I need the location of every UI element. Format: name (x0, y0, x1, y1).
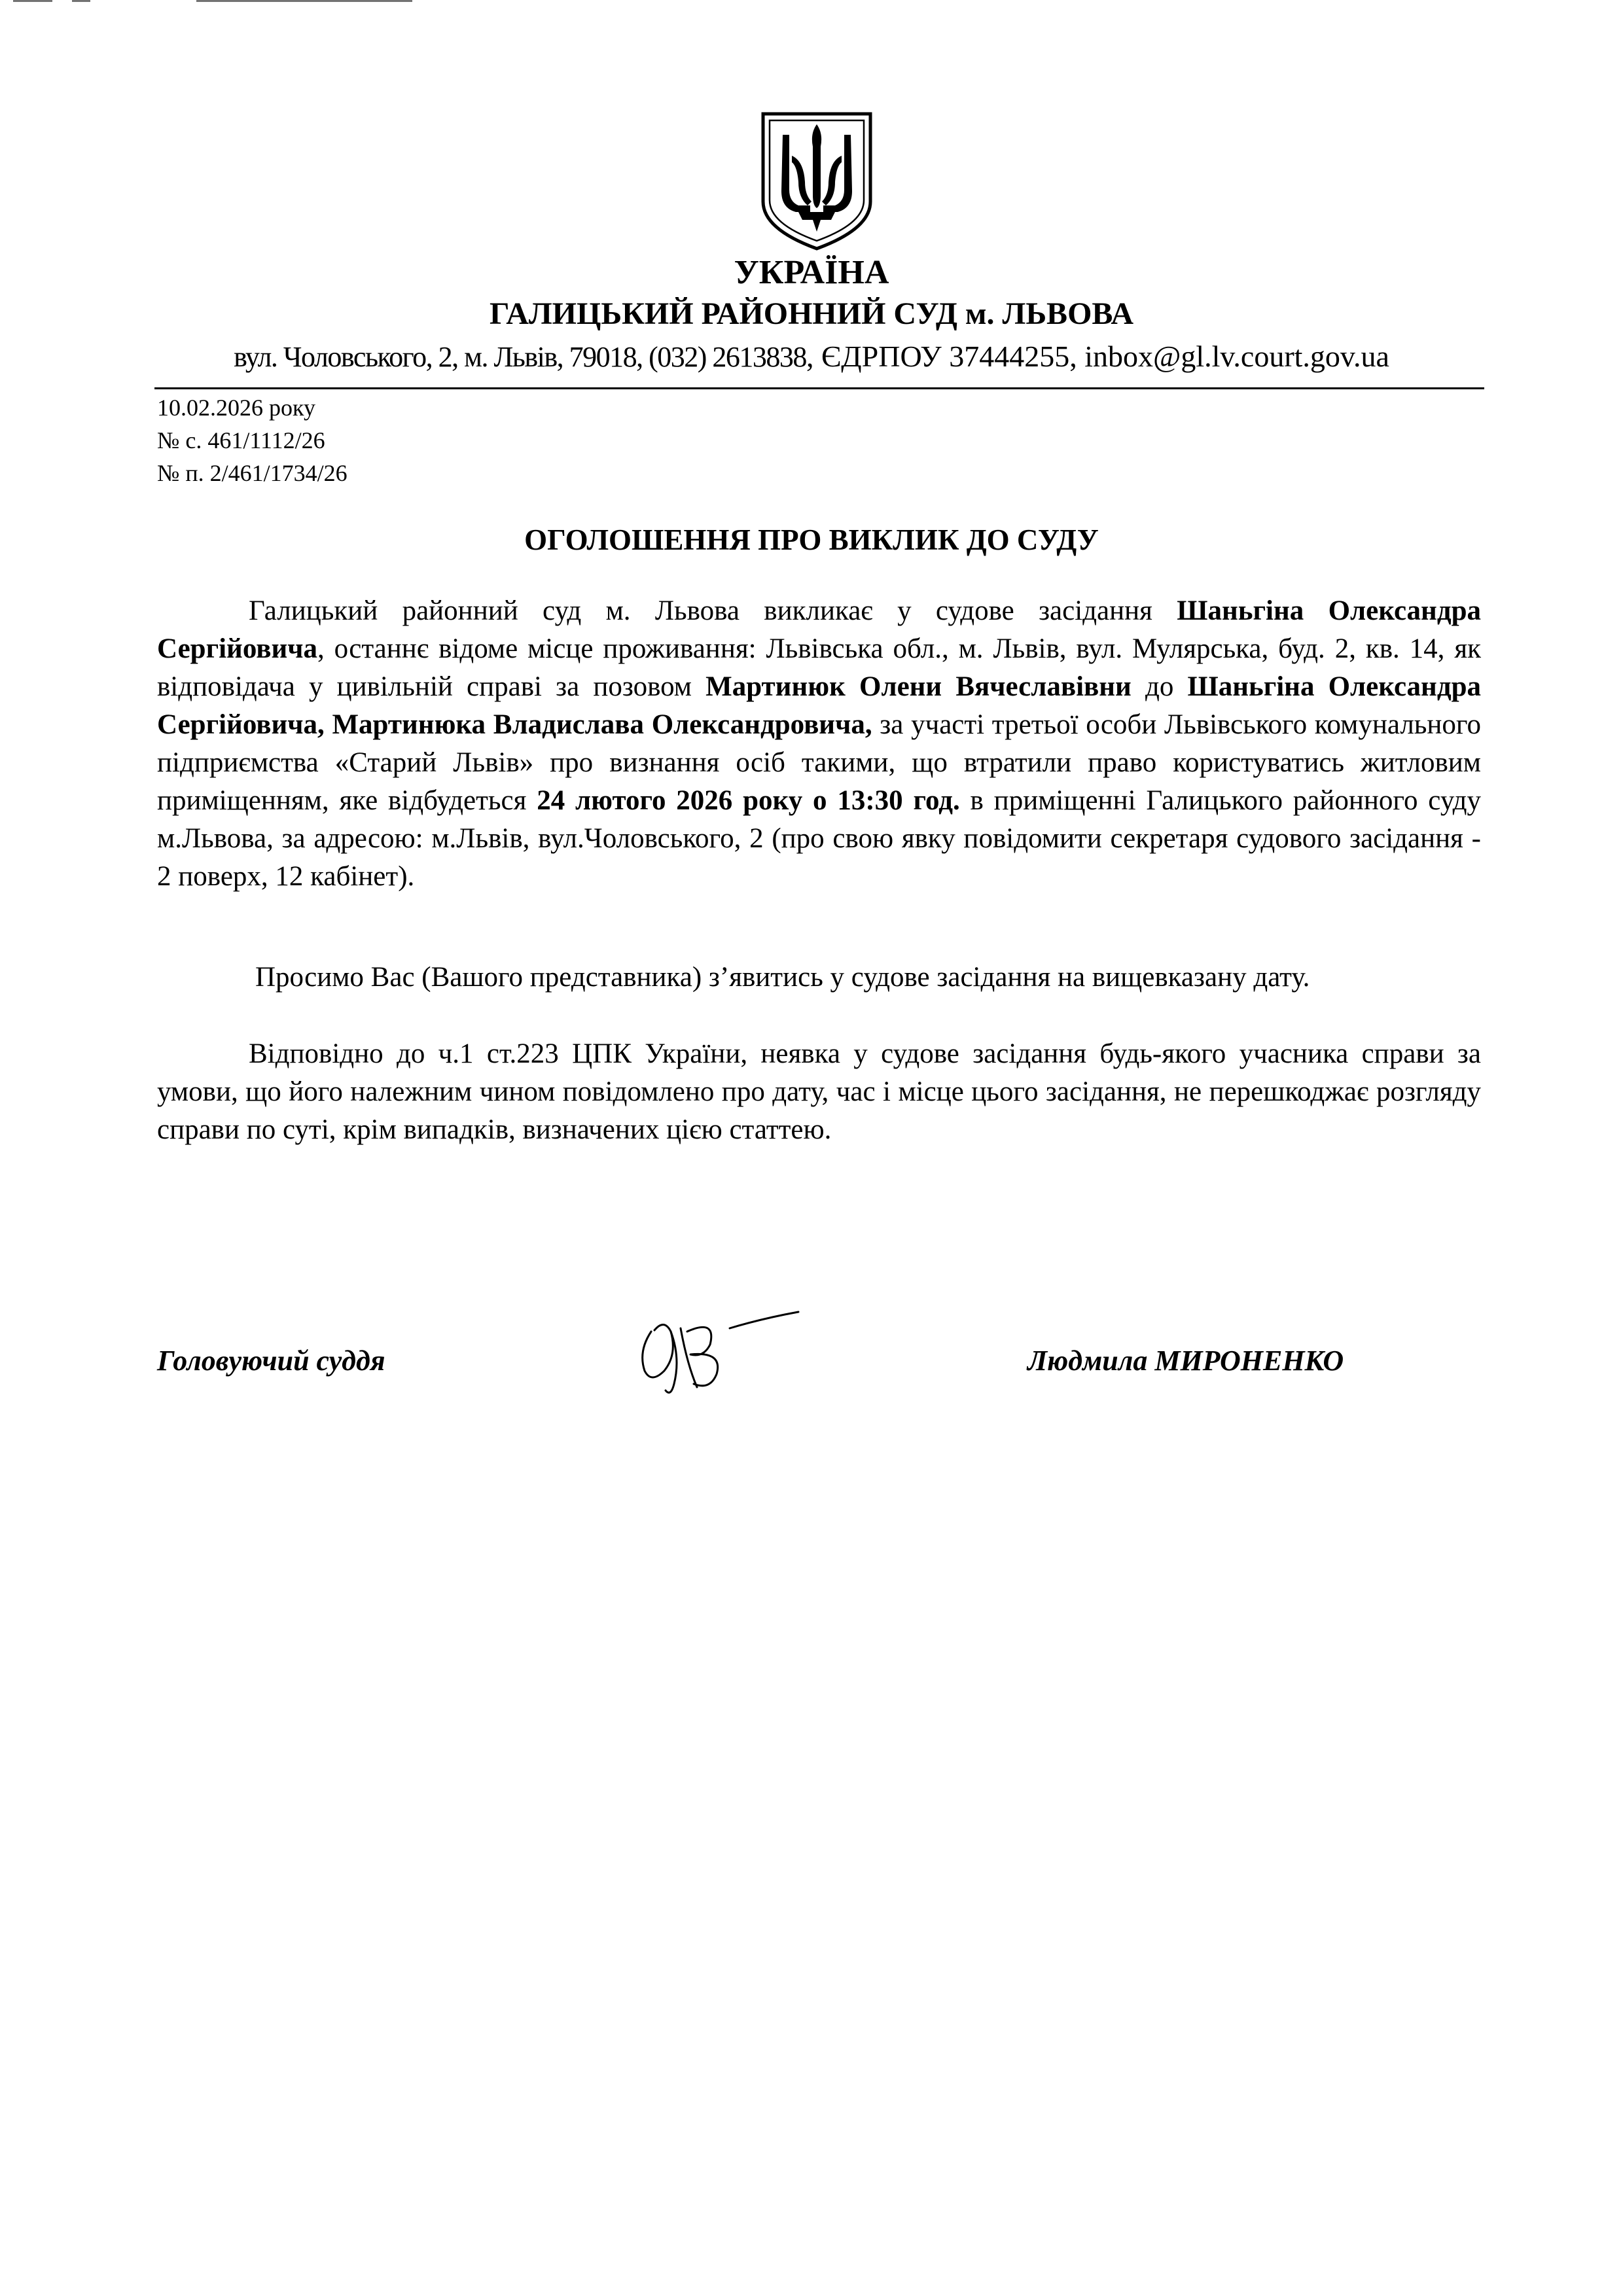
case-number: № с. 461/1112/26 (157, 427, 325, 453)
body-text: до (1131, 671, 1188, 702)
court-edrpou: ЄДРПОУ 37444255 (821, 340, 1070, 373)
separator: , (806, 340, 821, 373)
document-date: 10.02.2026 року (157, 395, 315, 421)
document-meta (157, 391, 348, 489)
plaintiff-name: Мартинюк Олени Вячеславівни (705, 671, 1132, 702)
hearing-datetime: 24 лютого 2026 року о 13:30 год. (537, 785, 960, 816)
document-title: ОГОЛОШЕННЯ ПРО ВИКЛИК ДО СУДУ (524, 523, 1099, 556)
country-name: УКРАЇНА (734, 254, 889, 291)
coat-of-arms-icon (758, 110, 876, 251)
body-text: Галицький районний суд м. Львова викликає у судове засідання (249, 595, 1177, 626)
header-divider (154, 387, 1484, 389)
judge-name: Людмила МИРОНЕНКО (1027, 1345, 1344, 1377)
court-email: inbox@gl.lv.court.gov.ua (1084, 340, 1389, 373)
summons-paragraph (157, 592, 1481, 896)
separator: , (1069, 340, 1085, 373)
court-name: ГАЛИЦЬКИЙ РАЙОННИЙ СУД м. ЛЬВОВА (489, 296, 1134, 331)
defendants-names: Шаньгіна Олександра Сергійовича, Мартинюка Владислава Олександровича, (157, 671, 1482, 740)
request-paragraph: Просимо Вас (Вашого представника) з’явитись у судове засідання на вищевказану дату. (255, 962, 1310, 993)
scan-artifact-line (196, 0, 412, 2)
scan-artifact-line (13, 0, 52, 2)
body-text: за участі третьої особи Львівського комунального підприємства «Старий Львів» про визнання осіб такими, що втратили право користуватись житловим приміщенням, яке відбудеться (157, 709, 1481, 816)
judge-role: Головуючий суддя (157, 1345, 385, 1377)
scan-artifact-line (72, 0, 90, 2)
court-contact-line (157, 337, 1466, 377)
handwritten-signature (625, 1292, 847, 1404)
defendant-name: Шаньгіна Олександра Сергійовича (157, 595, 1481, 664)
body-text: , останнє відоме місце проживання: Львівська обл., м. Львів, вул. Мулярська, буд. 2, кв. 14, як відповідача у цивільній справі за позовом (157, 633, 1481, 702)
legal-notice-paragraph: Відповідно до ч.1 ст.223 ЦПК України, неявка у судове засідання будь-якого учасника справи за умови, що його належним чином повідомлено про дату, час і місце цього засідання, не перешкоджає розгляду справи по суті, крім випадків, визначених цією статтею. (157, 1038, 1481, 1145)
body-text: в приміщенні Галицького районного суду м.Львова, за адресою: м.Львів, вул.Чоловського, 2 (про свою явку повідомити секретаря судового засідання - 2 поверх, 12 кабінет). (157, 785, 1481, 892)
court-address: вул. Чоловського, 2, м. Львів, 79018, (032) 2613838 (234, 341, 806, 373)
proceeding-number: № п. 2/461/1734/26 (157, 460, 348, 486)
